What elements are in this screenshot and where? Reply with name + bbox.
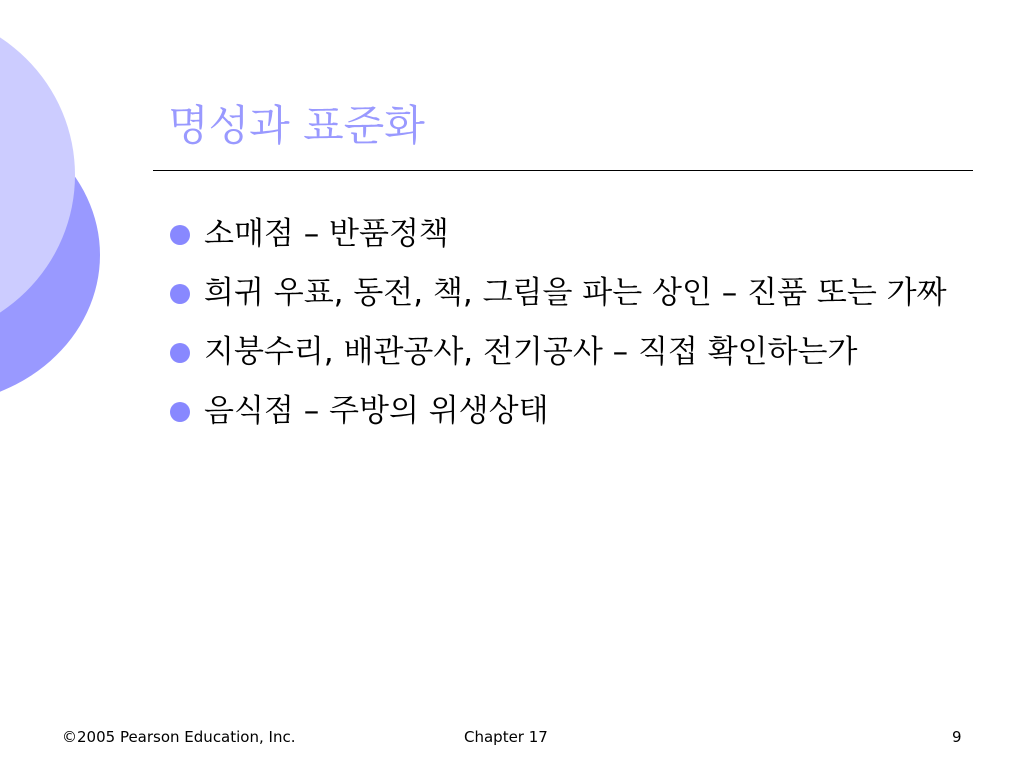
bullet-text: 소매점 – 반품정책: [204, 216, 449, 252]
bullet-item: [168, 271, 958, 315]
bullet-icon: [170, 343, 190, 363]
bullet-text: 음식점 – 주방의 위생상태: [204, 393, 549, 429]
bullet-icon: [170, 402, 190, 422]
bullet-item: [168, 389, 958, 433]
bullet-icon: [170, 225, 190, 245]
bullet-icon: [170, 284, 190, 304]
bullet-list: [168, 212, 958, 448]
bullet-text: 지붕수리, 배관공사, 전기공사 – 직접 확인하는가: [204, 334, 858, 370]
slide-title: 명성과 표준화: [168, 101, 425, 150]
bullet-text: 희귀 우표, 동전, 책, 그림을 파는 상인 – 진품 또는 가짜: [204, 275, 947, 311]
title-divider: [153, 170, 973, 171]
footer-chapter: Chapter 17: [464, 728, 548, 746]
footer-copyright: ©2005 Pearson Education, Inc.: [62, 728, 296, 746]
footer-page-number: 9: [952, 728, 962, 746]
bullet-item: [168, 330, 958, 374]
bullet-item: [168, 212, 958, 256]
